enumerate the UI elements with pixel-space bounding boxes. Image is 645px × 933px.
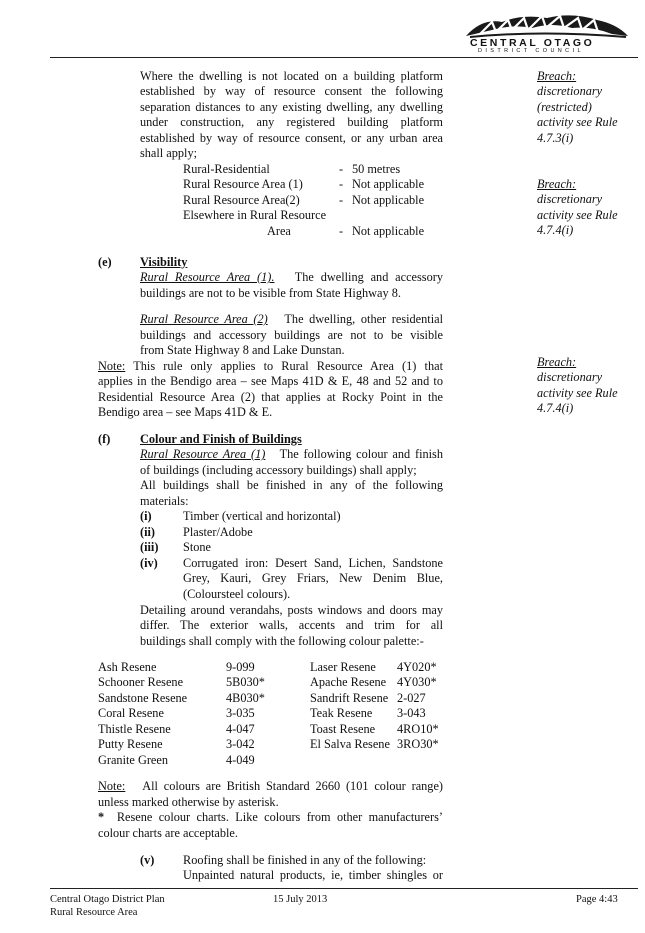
breach-line: discretionary: [537, 192, 603, 207]
distance-dash: -: [339, 224, 344, 238]
materials-intro: All buildings shall be finished in any of the following: [140, 478, 443, 492]
palette-name: Sandstone Resene: [98, 691, 188, 705]
intro-line: Where the dwelling is not located on a building platform: [140, 69, 443, 83]
footer-area-name: Rural Resource Area: [50, 907, 138, 918]
intro-line: separation distances to any existing dwelling, any dwelling: [140, 100, 443, 114]
council-logo: [462, 8, 632, 54]
text-run: This rule only applies to Rural Resource Area (1) that: [133, 359, 443, 373]
roofing-line: Unpainted natural products, ie, timber shingles or: [183, 868, 443, 882]
text-run: Resene colour charts. Like colours from other manufacturers’: [116, 810, 443, 824]
footer-page-number: Page 4:43: [576, 894, 618, 905]
text-run: The following colour and finish: [279, 447, 443, 461]
material-text: (Coloursteel colours).: [183, 587, 291, 601]
area-ref: Rural Resource Area (2): [140, 312, 268, 326]
area-ref: Rural Resource Area (1): [140, 447, 266, 461]
palette-code: 4Y030*: [397, 675, 437, 689]
area-ref: Rural Resource Area (1).: [140, 270, 275, 284]
visibility-p1-line: buildings are not to be visible from State Highway 8.: [140, 286, 401, 300]
text-run: The dwelling and accessory: [294, 270, 443, 284]
colour-intro-line: of buildings (including accessory buildings) shall apply;: [140, 463, 417, 477]
margin-note-breach: [537, 177, 637, 239]
material-text: Corrugated iron: Desert Sand, Lichen, Sandstone: [183, 556, 443, 570]
materials-intro: materials:: [140, 494, 189, 508]
palette-name: Granite Green: [98, 753, 168, 767]
distance-dash: -: [339, 162, 344, 176]
palette-name: Schooner Resene: [98, 675, 184, 689]
breach-line: (restricted): [537, 99, 592, 114]
margin-note-breach: [537, 69, 637, 146]
breach-line: activity see Rule: [537, 115, 618, 130]
intro-last-line: shall apply;: [140, 146, 198, 160]
breach-line: 4.7.4(i): [537, 401, 574, 416]
detailing-line: buildings shall comply with the following colour palette:-: [140, 634, 424, 648]
visibility-p1-line: [140, 270, 443, 285]
section-marker: (f): [98, 432, 111, 446]
note-line: [98, 359, 443, 374]
palette-code: 5B030*: [226, 675, 265, 689]
palette-name: Laser Resene: [310, 660, 376, 674]
material-text: Grey, Kauri, Grey Friars, New Denim Blue,: [183, 571, 443, 585]
breach-line: 4.7.4(i): [537, 223, 574, 238]
intro-line: established by way of resource consent, or any urban area: [140, 131, 443, 145]
palette-code: 9-099: [226, 660, 255, 674]
material-number: (v): [140, 853, 155, 867]
distance-area: Area: [267, 224, 291, 238]
asterisk-mark: *: [98, 810, 105, 824]
material-number: (iii): [140, 540, 159, 554]
note-line: applies in the Bendigo area – see Maps 41D & E, 48 and 52 and to: [98, 374, 443, 388]
palette-code: 4-047: [226, 722, 255, 736]
palette-name: El Salva Resene: [310, 737, 390, 751]
logo-title: CENTRAL OTAGO: [470, 37, 595, 49]
intro-line: under construction, any registered building platform: [140, 115, 443, 129]
roofing-line: Roofing shall be finished in any of the following:: [183, 853, 427, 867]
palette-name: Toast Resene: [310, 722, 376, 736]
material-number: (i): [140, 509, 152, 523]
palette-name: Putty Resene: [98, 737, 163, 751]
note-label: Note:: [98, 779, 126, 793]
material-text: Timber (vertical and horizontal): [183, 509, 341, 523]
asterisk-note-line: colour charts are acceptable.: [98, 826, 238, 840]
note-line: Bendigo area – see Maps 41D & E.: [98, 405, 273, 419]
distance-value: Not applicable: [352, 193, 425, 207]
visibility-p2-line: [140, 312, 443, 327]
breach-line: discretionary: [537, 370, 603, 385]
detailing-line: differ. The exterior walls, accents and trim for all: [140, 618, 443, 632]
palette-name: Teak Resene: [310, 706, 373, 720]
palette-name: Apache Resene: [310, 675, 387, 689]
distance-dash: -: [339, 177, 344, 191]
colour-intro-line: [140, 447, 443, 462]
palette-code: 3-035: [226, 706, 255, 720]
palette-code: 3RO30*: [397, 737, 439, 751]
colour-note-line: unless marked otherwise by asterisk.: [98, 795, 279, 809]
note-line: Residential Resource Area (2) that applies at Rocky Point in the: [98, 390, 443, 404]
material-text: Plaster/Adobe: [183, 525, 253, 539]
material-number: (iv): [140, 556, 158, 570]
note-label: Note:: [98, 359, 126, 373]
palette-code: 4Y020*: [397, 660, 437, 674]
distance-value: Not applicable: [352, 224, 425, 238]
distance-area: Elsewhere in Rural Resource: [183, 208, 327, 222]
palette-code: 3-042: [226, 737, 255, 751]
header-rule: [50, 57, 638, 58]
palette-name: Sandrift Resene: [310, 691, 389, 705]
distance-area: Rural Resource Area (1): [183, 177, 303, 191]
footer-date: 15 July 2013: [273, 894, 328, 905]
palette-code: 4-049: [226, 753, 255, 767]
palette-code: 4B030*: [226, 691, 265, 705]
breach-label: Breach:: [537, 69, 577, 83]
section-heading: Colour and Finish of Buildings: [140, 432, 302, 446]
breach-line: 4.7.3(i): [537, 130, 574, 145]
colour-note-line: [98, 779, 443, 794]
section-heading: Visibility: [140, 255, 188, 269]
palette-name: Ash Resene: [98, 660, 157, 674]
intro-line: established by way of resource consent the following: [140, 84, 443, 98]
detailing-line: Detailing around verandahs, posts windows and doors may: [140, 603, 443, 617]
margin-note-breach: [537, 355, 637, 417]
distance-dash: -: [339, 193, 344, 207]
palette-code: 3-043: [397, 706, 426, 720]
distance-area: Rural Resource Area(2): [183, 193, 300, 207]
material-number: (ii): [140, 525, 156, 539]
footer-plan-name: Central Otago District Plan: [50, 894, 165, 905]
distance-area: Rural-Residential: [183, 162, 270, 176]
material-text: Stone: [183, 540, 212, 554]
breach-label: Breach:: [537, 177, 577, 191]
breach-line: discretionary: [537, 84, 603, 99]
breach-line: activity see Rule: [537, 385, 618, 400]
breach-line: activity see Rule: [537, 207, 618, 222]
text-run: The dwelling, other residential: [284, 312, 443, 326]
asterisk-note-line: [98, 810, 443, 825]
footer-rule: [50, 888, 638, 889]
distance-value: 50 metres: [352, 162, 401, 176]
palette-name: Thistle Resene: [98, 722, 171, 736]
breach-label: Breach:: [537, 355, 577, 369]
palette-code: 2-027: [397, 691, 426, 705]
palette-code: 4RO10*: [397, 722, 439, 736]
logo-subtitle: DISTRICT COUNCIL: [478, 48, 584, 54]
visibility-p2-line: buildings and accessory buildings are not to be visible: [140, 328, 443, 342]
section-marker: (e): [98, 255, 112, 269]
distance-value: Not applicable: [352, 177, 425, 191]
palette-name: Coral Resene: [98, 706, 164, 720]
text-run: All colours are British Standard 2660 (101 colour range): [142, 779, 443, 793]
visibility-p2-line: from State Highway 8 and Lake Dunstan.: [140, 343, 345, 357]
